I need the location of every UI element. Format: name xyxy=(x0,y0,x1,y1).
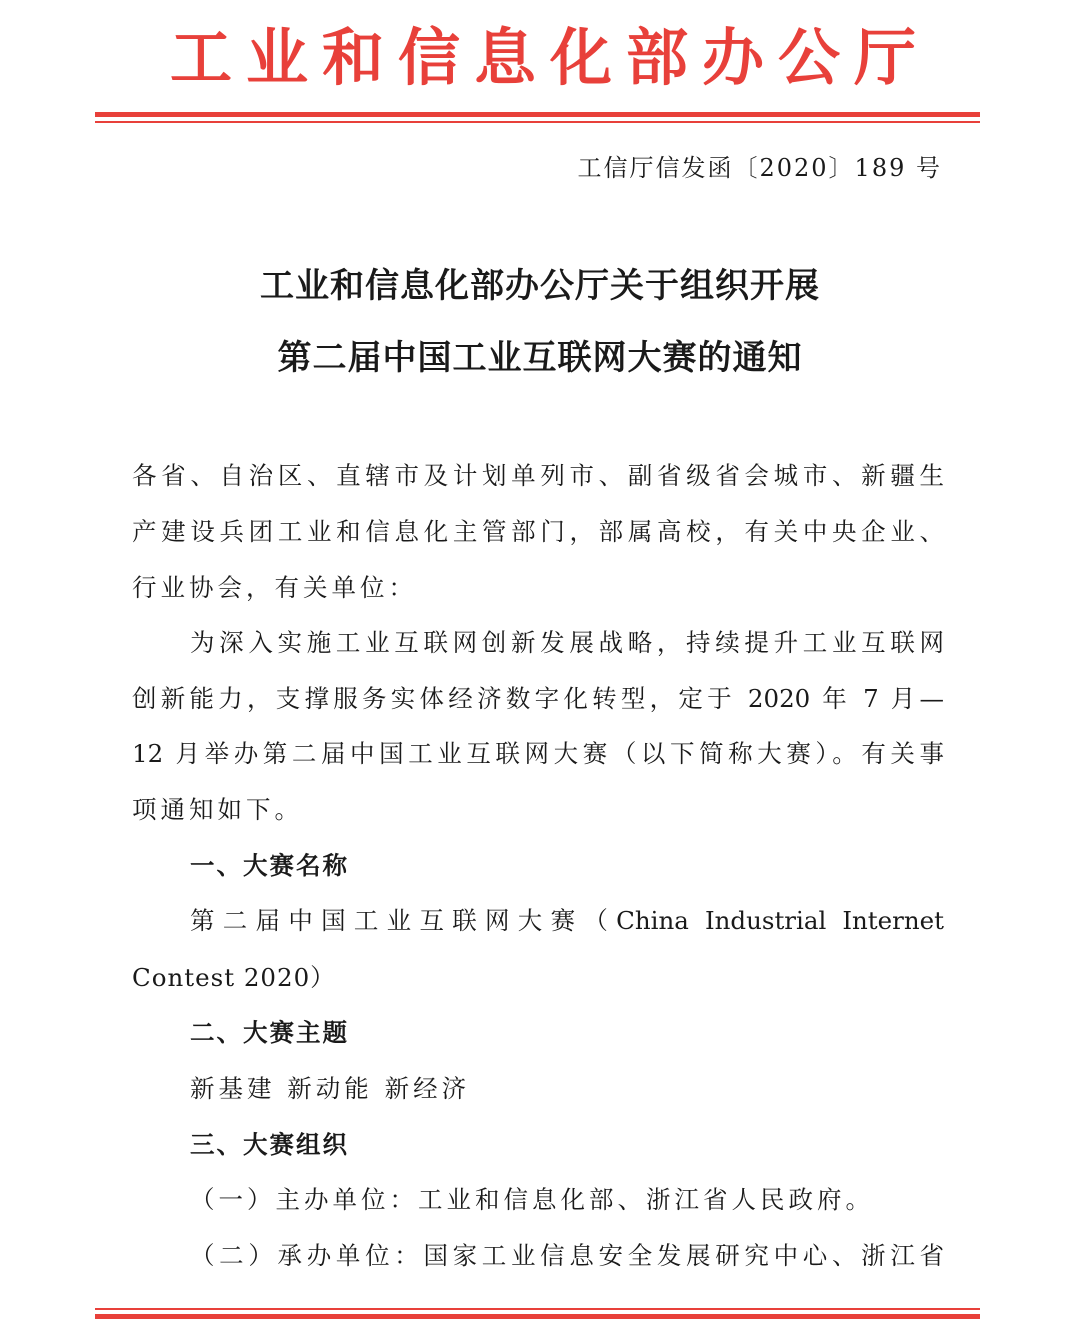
section-3-item-2: （二）承办单位：国家工业信息安全发展研究中心、浙江省 xyxy=(190,1241,944,1270)
letterhead-rule-thick xyxy=(95,112,980,117)
footer-rule-thick xyxy=(95,1314,980,1319)
addressee-line-2: 产建设兵团工业和信息化主管部门，部属高校，有关中央企业、 xyxy=(132,517,944,546)
section-1-heading: 一、大赛名称 xyxy=(190,851,349,880)
intro-line-3: 12 月举办第二届中国工业互联网大赛（以下简称大赛）。有关事 xyxy=(132,739,944,768)
letterhead-rule-thin xyxy=(95,121,980,123)
section-3-item-1: （一）主办单位：工业和信息化部、浙江省人民政府。 xyxy=(190,1185,874,1214)
letterhead: 工业和信息化部办公厅 xyxy=(169,21,930,94)
intro-line-4: 项通知如下。 xyxy=(132,795,303,824)
section-3-heading: 三、大赛组织 xyxy=(190,1130,349,1159)
addressee-line-3: 行业协会，有关单位： xyxy=(132,573,417,602)
intro-line-1: 为深入实施工业互联网创新发展战略，持续提升工业互联网 xyxy=(190,628,944,657)
section-1-line-2: Contest 2020） xyxy=(132,963,336,992)
document-title-line-2: 第二届中国工业互联网大赛的通知 xyxy=(277,338,803,378)
document-title-line-1: 工业和信息化部办公厅关于组织开展 xyxy=(260,266,820,306)
document-number: 工信厅信发函〔2020〕189 号 xyxy=(577,154,942,182)
section-2-heading: 二、大赛主题 xyxy=(190,1018,349,1047)
intro-line-2: 创新能力，支撑服务实体经济数字化转型，定于 2020 年 7 月— xyxy=(132,684,944,713)
section-1-line-1: 第二届中国工业互联网大赛（China Industrial Internet xyxy=(190,906,944,935)
addressee-line-1: 各省、自治区、直辖市及计划单列市、副省级省会城市、新疆生 xyxy=(132,461,944,490)
footer-rule-thin xyxy=(95,1308,980,1310)
section-2-text: 新基建 新动能 新经济 xyxy=(190,1074,471,1103)
